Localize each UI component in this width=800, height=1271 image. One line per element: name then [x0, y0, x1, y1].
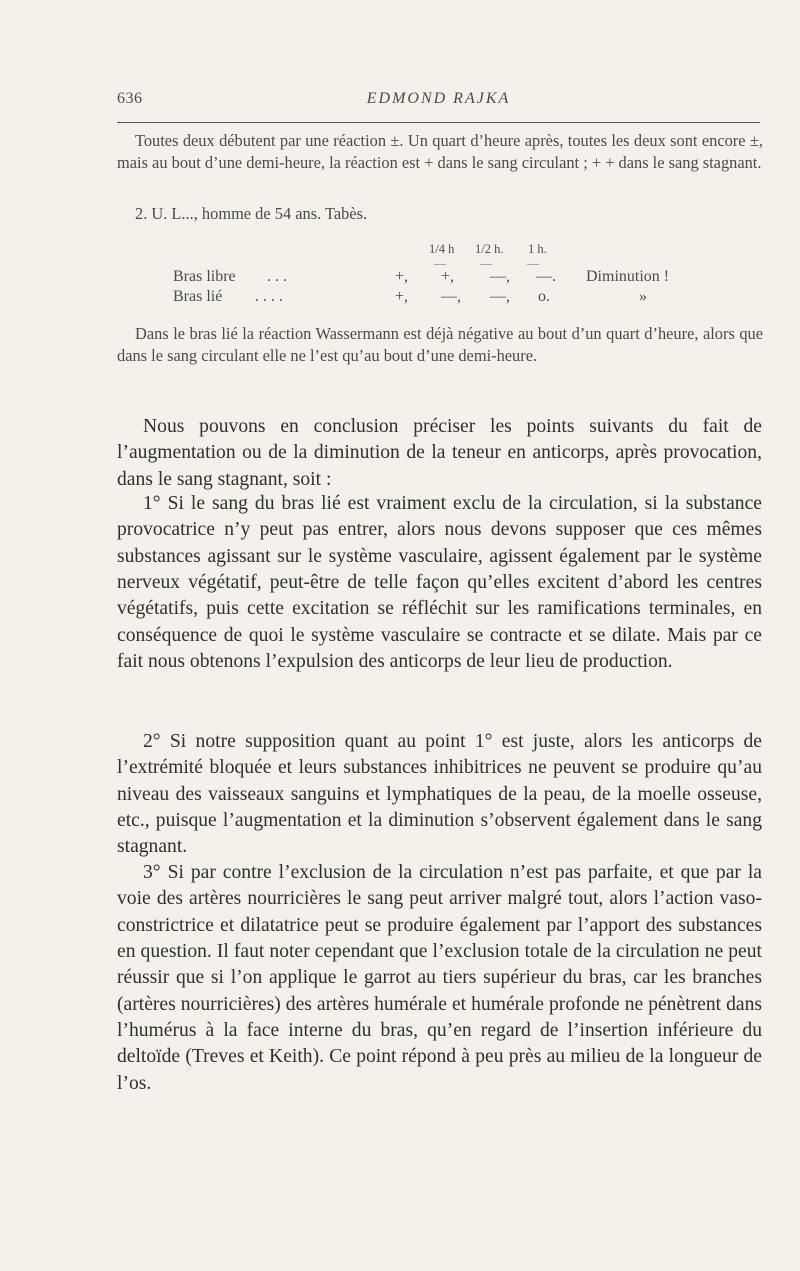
- row-note: Diminution !: [586, 268, 670, 285]
- table-cell: —,: [490, 268, 510, 285]
- col-header-dash: —: [527, 256, 539, 270]
- case-1-text: Toutes deux débutent par une réaction ±. Un quart d’heure après, toutes les deux sont encore ±, mais au bout d’une demi-heure, la réaction est + dans le sang circulant ; + + dans le sang stagnant.: [117, 131, 763, 172]
- col-header-dash: —: [480, 256, 492, 270]
- table-cell: +,: [395, 288, 409, 305]
- page-header: [117, 90, 760, 114]
- col-header-one-hour: 1 h.: [528, 242, 547, 256]
- table-cell: o.: [538, 288, 550, 305]
- point-3-text: 3° Si par contre l’exclusion de la circulation n’est pas parfaite, et que par la voie des artères nourricières le sang peut arriver malgré tout, alors l’action vaso-constrictrice et dilatatrice peut se produire également par l’apport des substances en question. Il faut noter cependant que l’exclusion totale de la circulation ne peut réussir que si l’on applique le garrot au tiers supérieur du bras, car les branches (artères nourricières) des artères humérale et humérale profonde ne pénètrent dans l’humérus à la face interne du bras, qu’en regard de l’insertion inférieure du deltoïde (Treves et Keith). Ce point répond à peu près au milieu de la longueur de l’os.: [117, 862, 762, 1094]
- point-2-paragraph: [117, 729, 762, 861]
- case-2-text: 2. U. L..., homme de 54 ans. Tabès.: [135, 204, 368, 223]
- table-cell: —,: [490, 288, 510, 305]
- col-header-quarter-hour: 1/4 h: [429, 242, 455, 256]
- row-leader: . . . .: [255, 288, 283, 305]
- row-label-bras-libre: Bras libre: [173, 268, 236, 285]
- page-number: 636: [117, 90, 143, 107]
- col-header-dash: —: [434, 256, 446, 270]
- point-1-text: 1° Si le sang du bras lié est vraiment exclu de la circulation, si la substance provocatrice n’y peut pas entrer, alors nous devons supposer que ces mêmes substances agissant sur le système vasculaire, agissent également par le système nerveux végétatif, peut-être de telle façon qu’elles excitent d’abord les centres végétatifs, puis cette excitation se réfléchit sur les ramifications terminales, en conséquence de quoi le système vasculaire se contracte et se dilate. Mais par ce fait nous obtenons l’expulsion des anticorps de leur lieu de production.: [117, 493, 762, 673]
- point-1-paragraph: [117, 491, 762, 675]
- case-2-comment-text: Dans le bras lié la réaction Wassermann est déjà négative au bout d’un quart d’heure, alors que dans le sang circulant elle ne l’est qu’au bout d’une demi-heure.: [117, 324, 763, 365]
- case-1-paragraph: [117, 130, 763, 173]
- table-cell: +,: [395, 268, 409, 285]
- row-leader: . . .: [267, 268, 287, 285]
- table-cell: +,: [441, 268, 455, 285]
- header-rule: [117, 122, 760, 123]
- case-2-heading: [117, 203, 763, 225]
- point-3-paragraph: [117, 860, 762, 1097]
- conclusion-intro: [117, 414, 762, 493]
- col-header-half-hour: 1/2 h.: [475, 242, 504, 256]
- row-label-bras-lie: Bras lié: [173, 288, 223, 305]
- running-title: EDMOND RAJKA: [366, 90, 511, 107]
- table-cell: —.: [536, 268, 556, 285]
- case-2-comment: [117, 323, 763, 366]
- row-note: »: [639, 288, 647, 305]
- conclusion-intro-text: Nous pouvons en conclusion préciser les points suivants du fait de l’augmentation ou de la diminution de la teneur en anticorps, après provocation, dans le sang stagnant, soit :: [117, 416, 762, 490]
- results-table: [117, 236, 767, 316]
- table-cell: —,: [441, 288, 461, 305]
- point-2-text: 2° Si notre supposition quant au point 1° est juste, alors les anticorps de l’extrémité bloquée et leurs substances inhibitrices ne peuvent se produire qu’au niveau des vaisseaux sanguins et lymphatiques de la peau, de la moelle osseuse, etc., puisque l’augmentation et la diminution s’observent également dans le sang stagnant.: [117, 731, 762, 858]
